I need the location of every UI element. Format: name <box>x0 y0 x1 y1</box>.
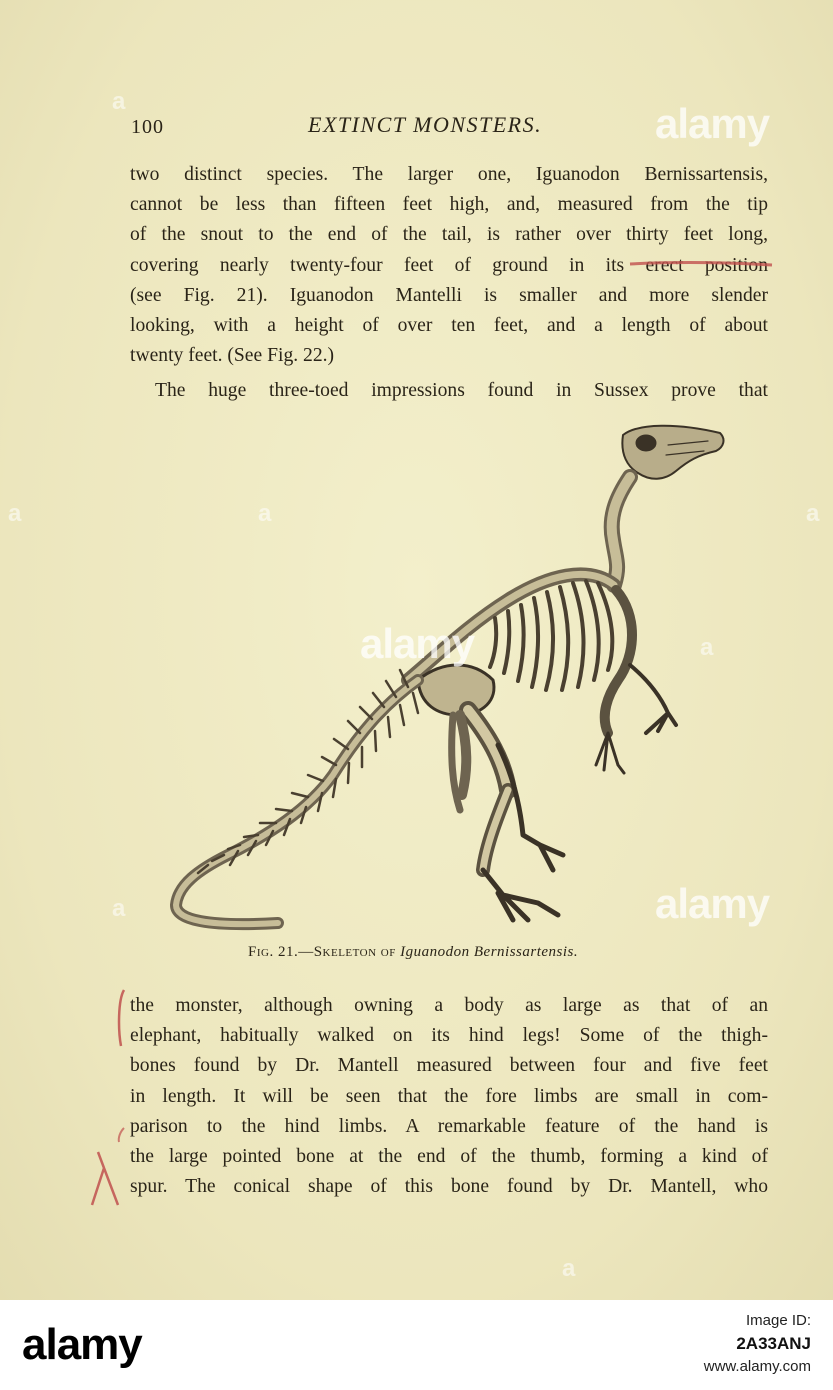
watermark-small: a <box>112 895 126 922</box>
image-id-label: Image ID: <box>745 1312 811 1329</box>
alamy-logo: alamy <box>22 1320 142 1369</box>
watermark-small: a <box>562 1255 576 1282</box>
pencil-check-mark <box>92 1152 118 1205</box>
iguanodon-skeleton-illustration <box>168 415 728 935</box>
text-line: elephant, habitually walked on its hind legs! Some of the thigh- <box>130 1025 768 1047</box>
running-title: EXTINCT MONSTERS. <box>308 112 543 137</box>
text-line: the large pointed bone at the end of the thumb, forming a kind of <box>130 1146 768 1168</box>
tail <box>176 680 418 924</box>
text-line: parison to the hind limbs. A remarkable feature of the hand is <box>130 1115 768 1137</box>
watermark: alamy <box>360 620 475 667</box>
text-line: two distinct species. The larger one, Iguanodon Bernissartensis, <box>130 164 768 185</box>
paragraph-3 <box>130 991 768 1202</box>
text-line: spur. The conical shape of this bone found by Dr. Mantell, who <box>130 1176 768 1198</box>
text-line: cannot be less than fifteen feet high, and, measured from the tip <box>130 194 768 216</box>
page-number: 100 <box>131 116 164 138</box>
paragraph-2 <box>130 376 768 406</box>
hind-foot <box>483 870 558 920</box>
text-line: the monster, although owning a body as large as that of an <box>130 995 768 1016</box>
text-line: in length. It will be seen that the fore limbs are small in com- <box>130 1085 768 1107</box>
figure-caption <box>248 944 578 961</box>
text-line: The huge three-toed impressions found in Sussex prove that <box>155 380 768 401</box>
watermark: alamy <box>655 100 770 147</box>
paragraph-1 <box>130 160 768 371</box>
pencil-bracket <box>119 990 124 1046</box>
text-line: twenty feet. (See Fig. 22.) <box>130 345 335 367</box>
caption-label: Fig. 21.—Skeleton of <box>248 944 401 960</box>
text-line: covering nearly twenty-four feet of ground in its erect position <box>130 254 768 276</box>
stock-footer <box>0 1300 833 1390</box>
watermark-small: a <box>112 88 126 115</box>
skull-shape <box>622 426 723 479</box>
watermark-small: a <box>806 500 820 527</box>
site-url[interactable]: www.alamy.com <box>703 1358 811 1375</box>
text-line: bones found by Dr. Mantell measured between four and five feet <box>130 1055 768 1077</box>
text-line: (see Fig. 21). Iguanodon Mantelli is smaller and more slender <box>130 284 768 306</box>
caption-species: Iguanodon Bernissartensis. <box>400 944 579 960</box>
text-line: looking, with a height of over ten feet, and a length of about <box>130 315 768 337</box>
image-id: 2A33ANJ <box>736 1334 811 1353</box>
text-line: of the snout to the end of the tail, is rather over thirty feet long, <box>130 224 768 246</box>
pelvis <box>418 665 494 715</box>
watermark-small: a <box>700 634 714 661</box>
watermark-small: a <box>8 500 22 527</box>
watermark: alamy <box>655 880 770 927</box>
watermark-small: a <box>258 500 272 527</box>
